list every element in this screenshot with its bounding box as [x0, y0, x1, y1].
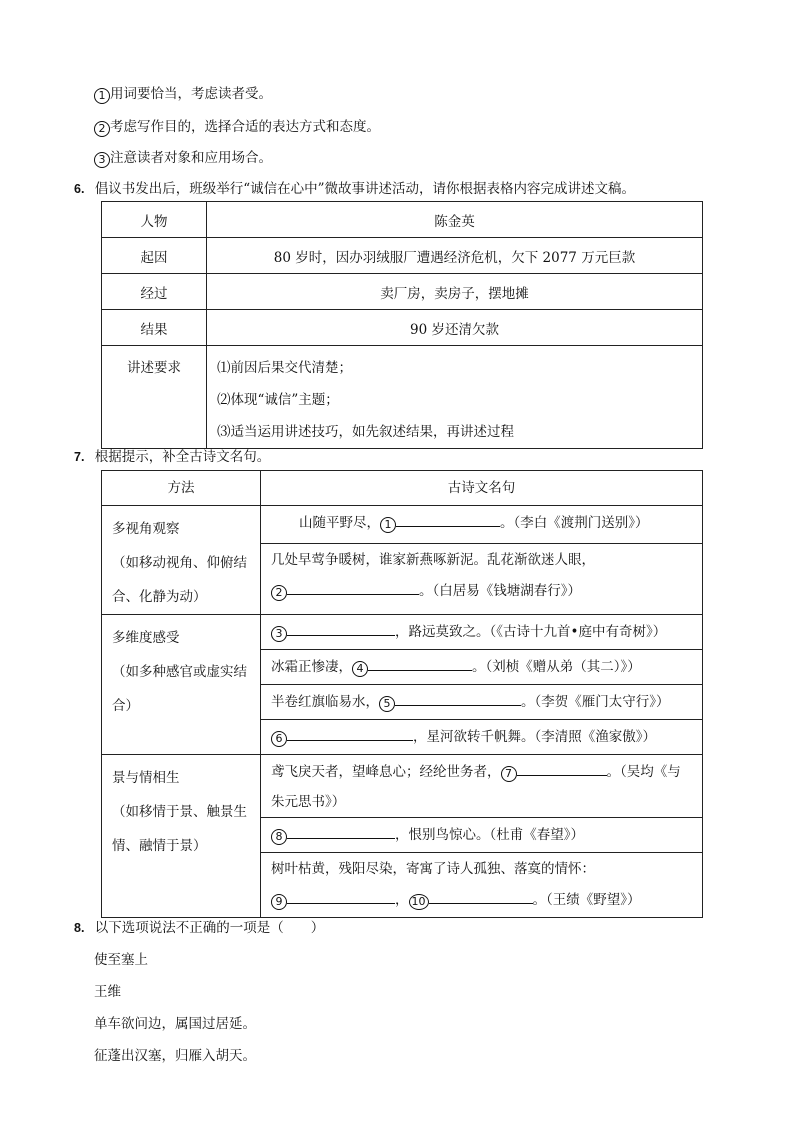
blank-number: 8	[271, 829, 287, 845]
poem-author: 王维	[94, 984, 121, 1000]
poetry-cell: 几处早莺争暖树，谁家新燕啄新泥。乱花渐欲迷人眼， 2 。（白居易《钱塘湖春行》）	[261, 544, 703, 615]
blank-number: 3	[271, 626, 287, 642]
answer-blank[interactable]	[396, 514, 500, 527]
row-value: 陈金英	[207, 202, 703, 238]
row-label: 结果	[102, 310, 207, 346]
intro-line-2	[94, 115, 380, 137]
requirement-item: ⑴前因后果交代清楚；	[217, 360, 352, 376]
answer-blank[interactable]	[287, 826, 395, 839]
intro-text: 注意读者对象和应用场合。	[110, 150, 272, 166]
question-prompt: 根据提示，补全古诗文名句。	[94, 449, 271, 465]
question-7	[74, 445, 270, 465]
requirements-label-cell	[102, 346, 207, 449]
table-row	[102, 238, 703, 274]
intro-line-3	[94, 146, 272, 168]
method-note: （如移情于景、触景生情、融情于景）	[112, 804, 247, 854]
header-method: 方法	[102, 471, 261, 506]
row-label: 经过	[102, 274, 207, 310]
blank-number: 4	[352, 661, 368, 677]
method-title: 多维度感受	[112, 630, 180, 646]
intro-line-1	[94, 82, 272, 104]
story-info-table	[101, 201, 703, 449]
method-title: 多视角观察	[112, 521, 180, 537]
blank-number: 1	[380, 517, 396, 533]
circled-number: 3	[94, 152, 110, 168]
answer-blank[interactable]	[287, 582, 419, 595]
poetry-cell: 8 ，恨别鸟惊心。（杜甫《春望》）	[261, 818, 703, 853]
method-cell	[102, 615, 261, 755]
answer-blank[interactable]	[395, 693, 521, 706]
poetry-cell: 6 ，星河欲转千帆舞。（李清照《渔家傲》）	[261, 720, 703, 755]
table-row	[102, 310, 703, 346]
row-value: 90 岁还清欠款	[207, 310, 703, 346]
question-number: 8.	[74, 921, 85, 935]
answer-blank[interactable]	[517, 763, 607, 776]
row-label: 人物	[102, 202, 207, 238]
table-row	[102, 506, 703, 544]
table-row	[102, 274, 703, 310]
circled-number: 2	[94, 121, 110, 137]
row-value: 卖厂房，卖房子，摆地摊	[207, 274, 703, 310]
method-title: 景与情相生	[112, 770, 180, 786]
poetry-cell: 3 ，路远莫致之。（《古诗十九首•庭中有奇树》）	[261, 615, 703, 650]
poetry-cell: 冰霜正惨凄， 4 。（刘桢《赠从弟（其二）》）	[261, 650, 703, 685]
poem-line: 征蓬出汉塞，归雁入胡天。	[94, 1048, 256, 1064]
poem-line: 单车欲问边，属国过居延。	[94, 1016, 256, 1032]
table-row	[102, 755, 703, 818]
requirement-item: ⑵体现“诚信”主题；	[217, 392, 339, 408]
question-6	[74, 177, 635, 197]
table-row	[102, 202, 703, 238]
method-cell	[102, 506, 261, 615]
row-label: 起因	[102, 238, 207, 274]
answer-blank[interactable]	[287, 728, 413, 741]
row-value: 80 岁时，因办羽绒服厂遭遇经济危机，欠下 2077 万元巨款	[207, 238, 703, 274]
table-row	[102, 615, 703, 650]
poetry-table	[101, 470, 703, 918]
method-note: （如多种感官或虚实结合）	[112, 664, 247, 714]
question-8	[74, 916, 324, 936]
method-cell	[102, 755, 261, 918]
poem-title: 使至塞上	[94, 952, 148, 968]
poetry-cell: 半卷红旗临易水， 5 。（李贺《雁门太守行》）	[261, 685, 703, 720]
requirements-label: 讲述要求	[127, 360, 181, 376]
question-number: 6.	[74, 182, 85, 196]
poetry-cell: 树叶枯黄，残阳尽染，寄寓了诗人孤独、落寞的情怀： 9 ， 10 。（王绩《野望》）	[261, 853, 703, 918]
question-prompt: 以下选项说法不正确的一项是（ ）	[94, 920, 325, 936]
answer-blank[interactable]	[368, 658, 472, 671]
table-row	[102, 346, 703, 449]
answer-blank[interactable]	[287, 623, 395, 636]
table-header-row	[102, 471, 703, 506]
intro-text: 用词要恰当，考虑读者受。	[110, 86, 272, 102]
requirement-item: ⑶适当运用讲述技巧，如先叙述结果，再讲述过程	[217, 424, 514, 440]
method-note: （如移动视角、仰俯结合、化静为动）	[112, 555, 247, 605]
poetry-cell: 鸢飞戾天者，望峰息心；经纶世务者， 7 。（吴均《与 朱元思书》）	[261, 755, 703, 818]
blank-number: 10	[409, 894, 429, 910]
circled-number: 1	[94, 88, 110, 104]
blank-number: 7	[501, 766, 517, 782]
question-prompt: 倡议书发出后，班级举行“诚信在心中”微故事讲述活动，请你根据表格内容完成讲述文稿。	[94, 181, 636, 197]
blank-number: 6	[271, 731, 287, 747]
question-number: 7.	[74, 450, 85, 464]
blank-number: 2	[271, 585, 287, 601]
answer-blank[interactable]	[429, 891, 533, 904]
answer-blank[interactable]	[287, 891, 395, 904]
blank-number: 9	[271, 894, 287, 910]
requirements-cell	[207, 346, 703, 449]
intro-text: 考虑写作目的，选择合适的表达方式和态度。	[110, 119, 380, 135]
header-poetry: 古诗文名句	[261, 471, 703, 506]
poetry-cell: 山随平野尽， 1 。（李白《渡荆门送别》）	[261, 506, 703, 544]
blank-number: 5	[379, 696, 395, 712]
